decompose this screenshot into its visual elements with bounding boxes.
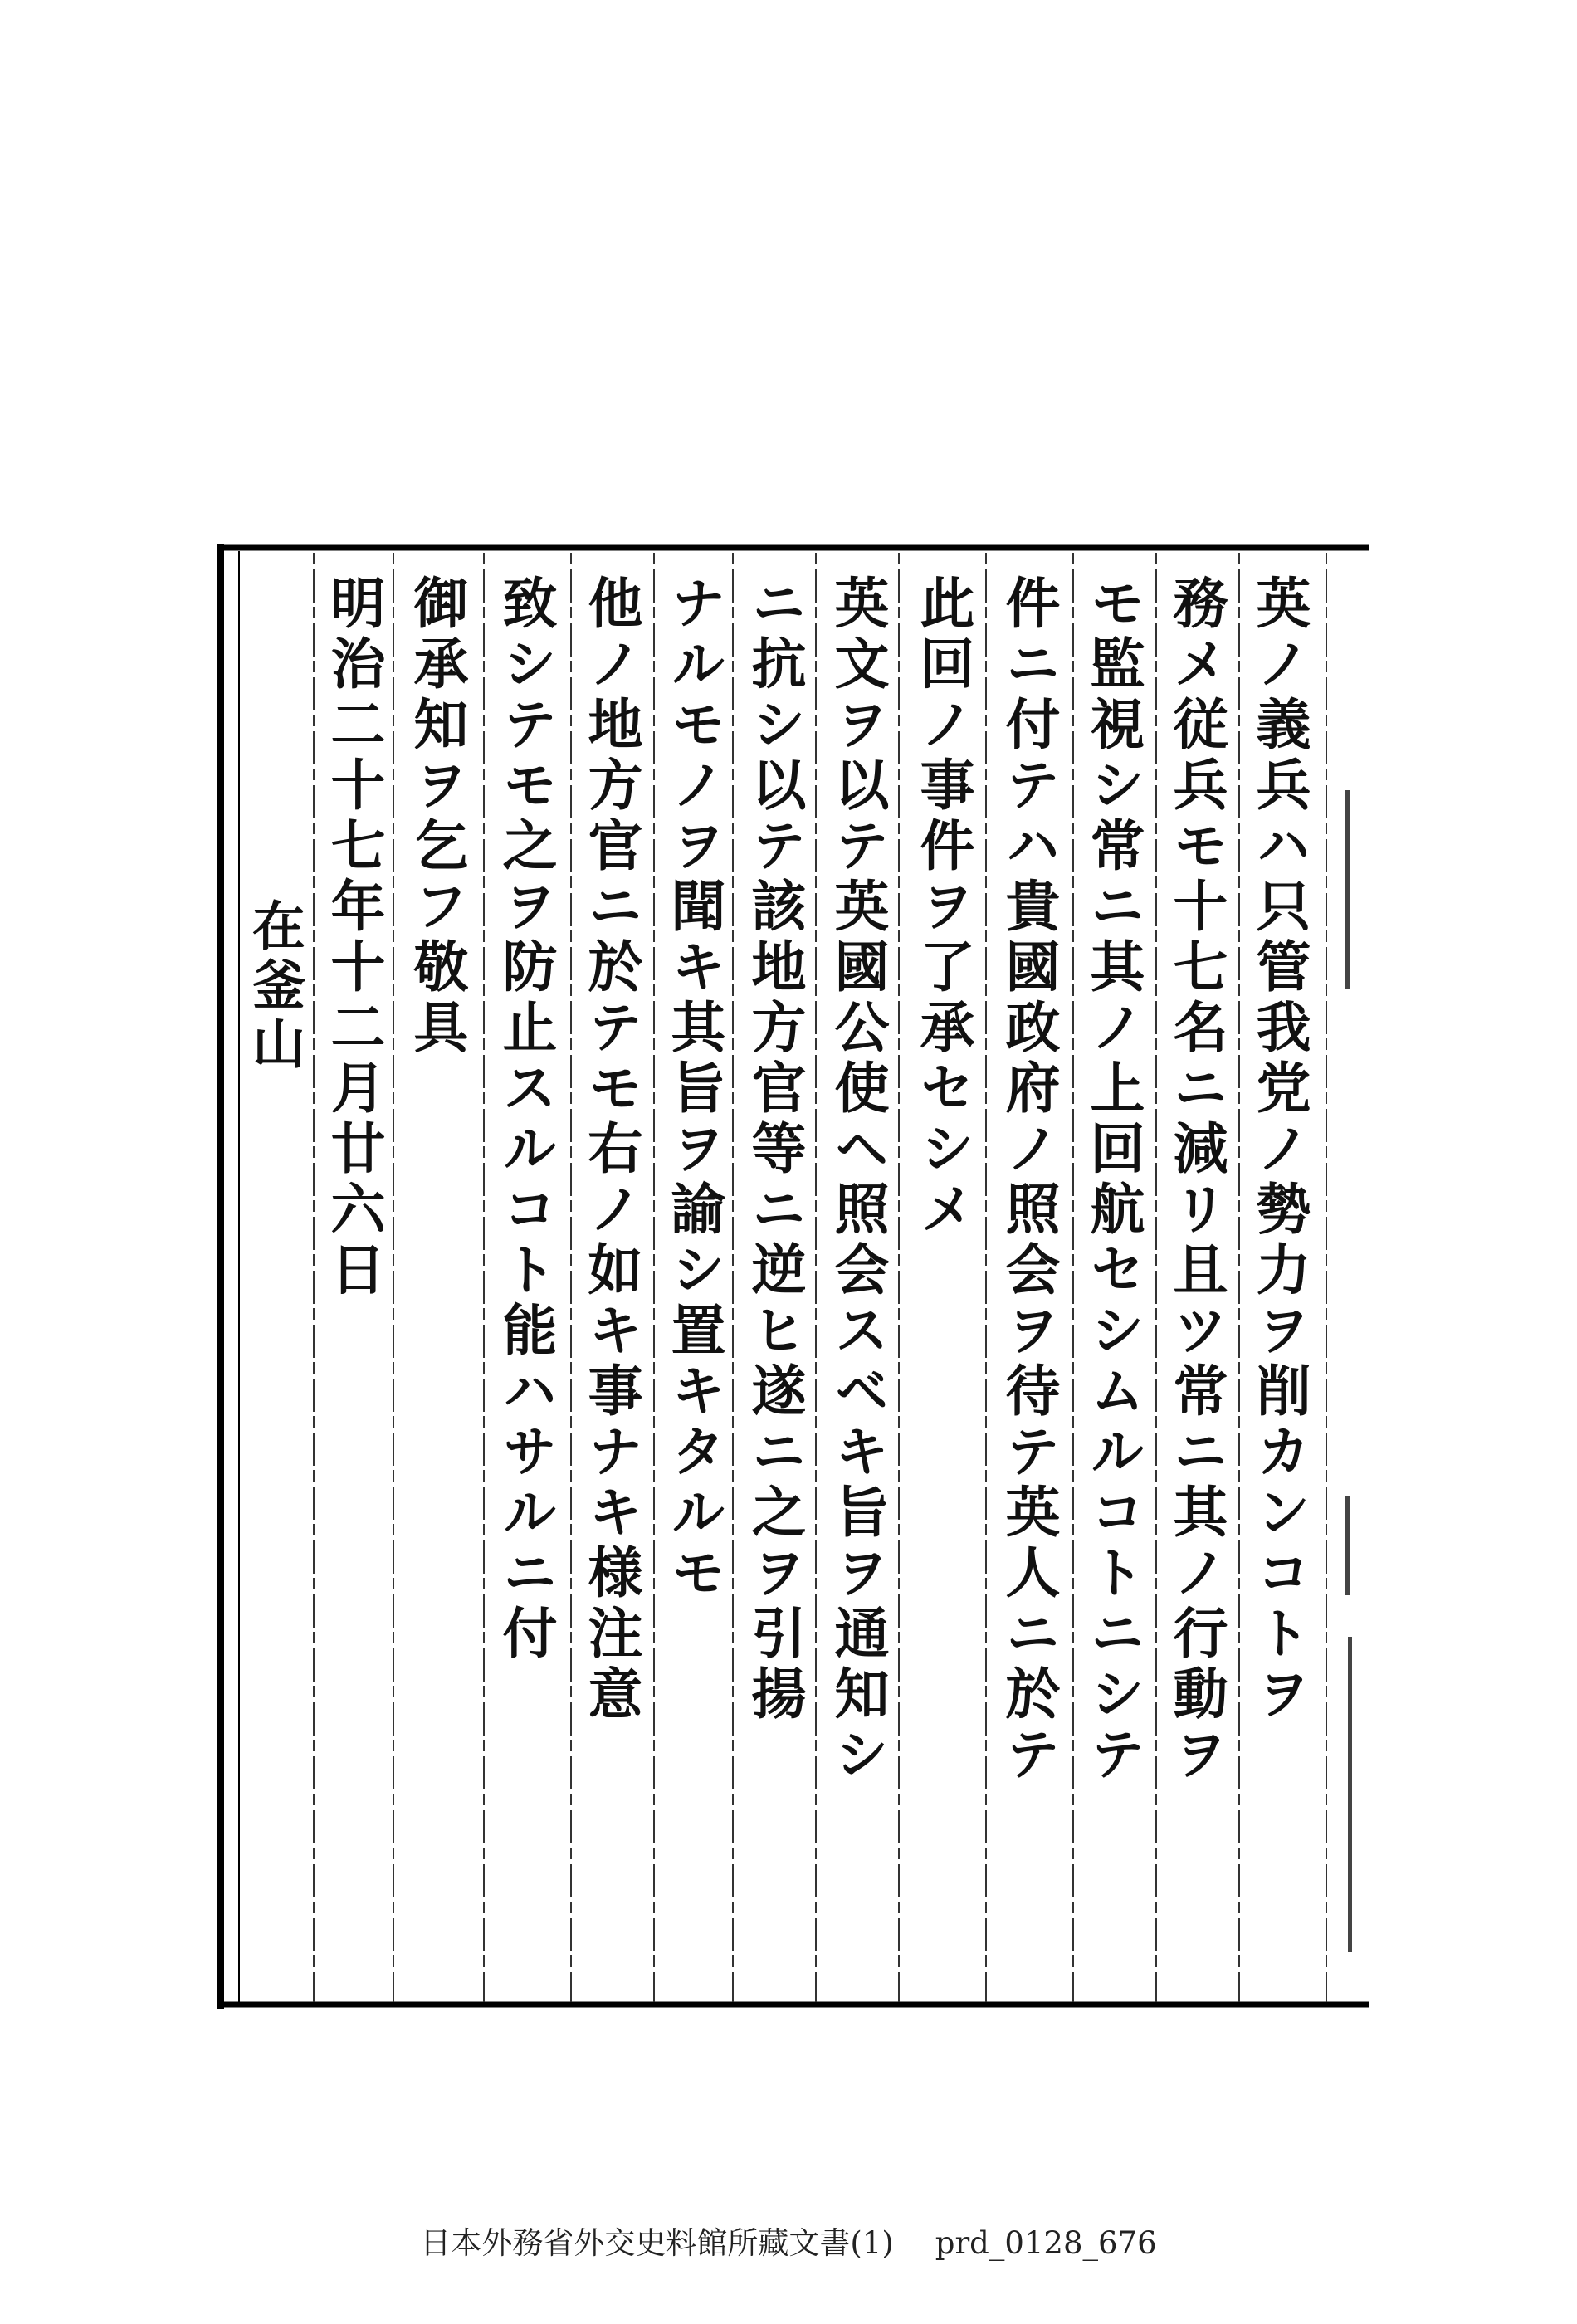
text-column-3: モ監視シ常ニ其ノ上回航セシムルコトニシテ — [1081, 574, 1145, 1786]
archive-caption: 日本外務省外交史料館所藏文書(1) — [420, 2225, 894, 2261]
text-column-10: 致シテモ之ヲ防止スルコト能ハサルニ付 — [493, 574, 558, 1665]
page-footer — [0, 2218, 1577, 2263]
edge-marks — [1345, 790, 1352, 1952]
text-column-8: ナルモノヲ聞キ其旨ヲ諭シ置キタルモ — [662, 574, 726, 1604]
text-column-9: 他ノ地方官ニ於テモ右ノ如キ事ナキ様注意 — [579, 574, 643, 1726]
text-column-1: 英ノ義兵ハ只管我党ノ勢力ヲ削カンコトヲ — [1247, 574, 1311, 1726]
text-column-7: ニ抗シ以テ該地方官等ニ逆ヒ遂ニ之ヲ引揚 — [742, 574, 807, 1726]
document-reference: prd_0128_676 — [935, 2225, 1157, 2261]
text-column-4: 件ニ付テハ貴國政府ノ照会ヲ待テ英人ニ於テ — [996, 574, 1061, 1786]
text-column-11: 御承知ヲ乞フ敬具 — [404, 574, 469, 1059]
text-column-2: 務メ従兵モ十七名ニ減リ且ツ常ニ其ノ行動ヲ — [1164, 574, 1228, 1786]
text-column-5: 此回ノ事件ヲ了承セシメ — [911, 574, 975, 1241]
date-column: 明治二十七年十二月廿六日 — [321, 574, 386, 1301]
manuscript-page — [214, 541, 1370, 2009]
signature-location: 在釜山 — [243, 898, 305, 1075]
text-column-6: 英文ヲ以テ英國公使ヘ照会スベキ旨ヲ通知シ — [825, 574, 890, 1786]
